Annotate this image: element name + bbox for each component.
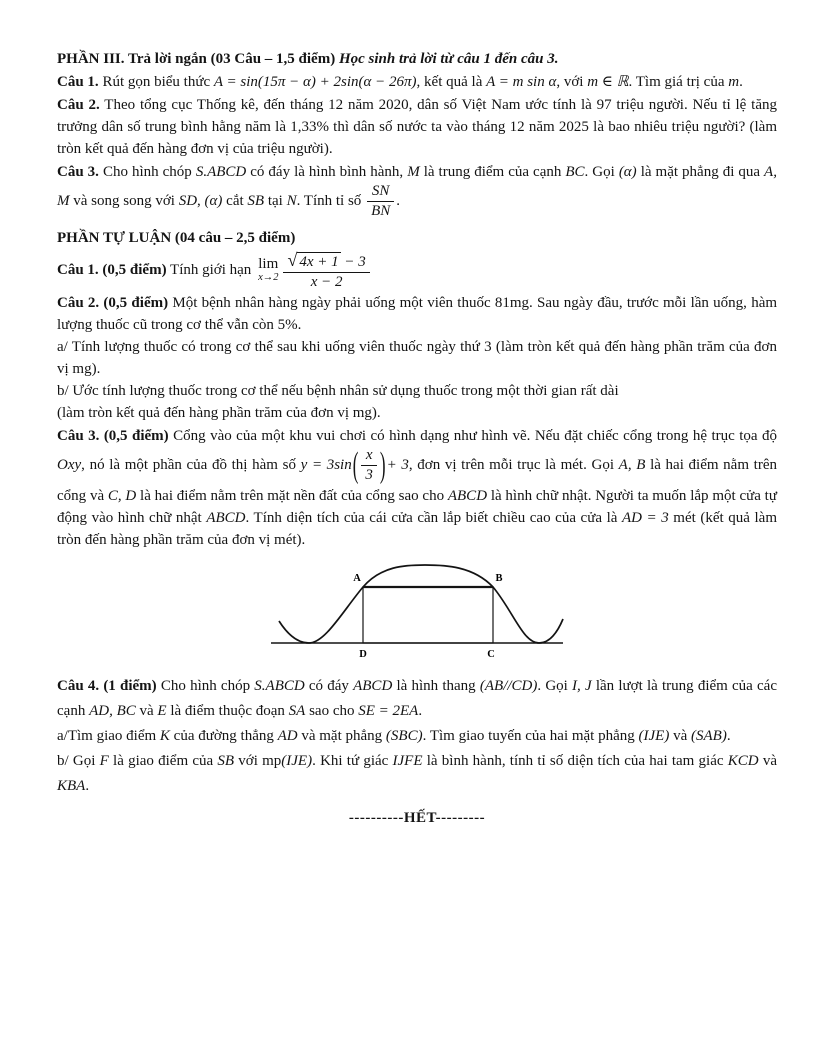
text-run: (làm tròn kết quả đến hàng phần trăm của đơn vị mg). (57, 405, 381, 421)
fraction-denominator: 3 (365, 467, 373, 484)
essay-question-2-part-b (57, 380, 777, 402)
text-run: Tính giới hạn (166, 261, 256, 278)
limit-subscript: x→2 (258, 272, 279, 283)
math-run: M (407, 164, 420, 180)
text-run: Cho hình chóp (98, 164, 196, 180)
text-run: . Tính tỉ số (296, 193, 366, 210)
text-run: . (85, 777, 90, 794)
math-run: (α) (618, 164, 637, 180)
math-run: Oxy (57, 457, 82, 474)
math-run: E (157, 702, 167, 719)
text-run: cắt (222, 193, 248, 210)
math-run: + 3 (386, 457, 409, 474)
math-run: (IJE) (638, 727, 670, 744)
q-label: Câu 3. (0,5 điểm) (57, 428, 169, 444)
text-run: của đường thẳng (169, 727, 278, 744)
text-run: là bình hành, tính tỉ số diện tích của hai tam giác (422, 752, 728, 769)
text-run: sao cho (305, 702, 359, 719)
text-run: và (135, 702, 158, 719)
fraction-numerator: SN (367, 183, 394, 202)
text-run: là hình thang (392, 677, 480, 694)
math-run: IJFE (392, 752, 423, 769)
math-run: − 3 (340, 253, 366, 270)
essay-question-4 (57, 674, 777, 799)
math-run: (SBC) (385, 727, 423, 744)
text-run: có đáy là hình bình hành, (246, 164, 408, 180)
math-run: SB (217, 752, 235, 769)
text-run: Cho hình chóp (156, 677, 255, 694)
text-run: , kết quả là (416, 74, 487, 90)
fraction-numerator: x (361, 447, 377, 466)
text-run: , nó là một phần của đồ thị hàm số (81, 457, 301, 474)
math-fraction (283, 250, 369, 292)
part3-question-1 (57, 71, 777, 93)
math-run: KCD (727, 752, 759, 769)
radical-sign: √ (287, 249, 298, 270)
part3-heading-bold: PHẦN III. Trả lời ngắn (03 Câu – 1,5 điểm) (57, 51, 339, 67)
gate-curve (279, 565, 563, 643)
q-label: Câu 1. (57, 74, 99, 90)
math-run: SB (247, 193, 265, 210)
math-run: m (728, 74, 740, 90)
text-run: b/ Gọi (57, 752, 100, 769)
math-run: K (159, 727, 170, 744)
essay-question-2-part-b-note (57, 402, 777, 424)
text-run: . Khi tứ giác (312, 752, 393, 769)
text-run: lần lượt là trung điểm của các cạnh (57, 677, 777, 719)
text-run: là mặt phẳng đi qua (636, 164, 765, 180)
text-run: và mặt phẳng (297, 727, 386, 744)
essay-question-3 (57, 425, 777, 551)
text-run: Cổng vào của một khu vui chơi có hình dạng như hình vẽ. Nếu đặt chiếc cổng trong hệ trục tọa độ (168, 428, 777, 444)
math-run: BC (565, 164, 585, 180)
text-run: mét (kết quả làm tròn đến hàng phần trăm của đơn vị mét). (57, 509, 777, 548)
text-run: b/ Ước tính lượng thuốc trong cơ thể nếu bệnh nhân sử dụng thuốc trong một thời gian rất dài (57, 383, 619, 399)
gate-figure-svg (267, 561, 567, 663)
text-run: với mp (234, 752, 282, 769)
math-run: AD (277, 727, 298, 744)
text-run: a/ Tính lượng thuốc có trong cơ thể sau khi uống viên thuốc ngày thứ 3 (làm tròn kết quả đến hàng phần trăm của đơn vị mg). (57, 339, 777, 377)
text-run: Rút gọn biểu thức (98, 74, 214, 90)
math-run: AD = 3 (621, 509, 669, 526)
q-label: Câu 2. (57, 97, 100, 113)
text-run: và (669, 727, 691, 744)
math-run: F (99, 752, 109, 769)
essay-question-1 (57, 250, 777, 292)
text-run: là hai điểm nằm trên mặt nền đất của cổng sao cho (136, 487, 448, 504)
text-run: là trung điểm của cạnh (419, 164, 566, 180)
math-run: SD (178, 193, 198, 210)
math-run: A, M (57, 164, 777, 210)
figure-label-d: D (359, 648, 367, 660)
essay-question-4-part-a (57, 724, 777, 749)
math-run: S.ABCD (195, 164, 247, 180)
text-run: , (197, 193, 205, 210)
exam-page (57, 46, 777, 829)
math-fraction (367, 183, 394, 221)
text-run: và song song với (69, 193, 179, 210)
text-run: . (396, 193, 400, 210)
limit-operator (258, 257, 278, 284)
essay-question-2-part-a (57, 336, 777, 380)
text-run: Một bệnh nhân hàng ngày phải uống một viên thuốc 81mg. Sau ngày đầu, trước mỗi lần uống, hàm lượng thuốc cũ trong cơ thể vẫn còn 5%. (57, 295, 778, 333)
math-run: N (286, 193, 297, 210)
math-run: ABCD (206, 509, 246, 526)
big-paren-close: ) (379, 444, 386, 485)
text-run: . Tính diện tích của cái cửa cần lắp biết chiều cao của cửa là (245, 509, 622, 526)
math-run: C, D (107, 487, 137, 504)
text-run: tại (264, 193, 287, 210)
text-run: Theo tổng cục Thống kê, đến tháng 12 năm 2020, dân số Việt Nam ước tính là 97 triệu người. Nếu tỉ lệ tăng trưởng dân số trung bình hằng năm là 1,33% thì dân số nước ta vào tháng 12 năm 2025 là bao nhiêu triệu người? (làm tròn kết quả đến hàng đơn vị của triệu người). (57, 97, 777, 157)
q-label: Câu 3. (57, 164, 99, 180)
figure-label-b: B (495, 572, 503, 584)
text-run: . (726, 727, 731, 744)
math-run: KBA (57, 777, 86, 794)
math-run: SE = 2EA (358, 702, 419, 719)
text-run: . Gọi (584, 164, 619, 180)
fraction-denominator: x − 2 (310, 273, 343, 290)
big-paren-open: ( (352, 444, 359, 485)
part3-heading-italic: Học sinh trả lời từ câu 1 đến câu 3. (338, 51, 559, 67)
fraction-numerator (283, 250, 369, 273)
text-run: . (739, 74, 743, 90)
math-run: A = m sin α (486, 74, 557, 90)
text-run: a/Tìm giao điểm (57, 727, 160, 744)
math-run: I, J (572, 677, 592, 694)
gate-figure (57, 561, 777, 670)
math-run: (SAB) (691, 727, 727, 744)
math-run: (α) (204, 193, 223, 210)
text-run: . Gọi (537, 677, 573, 694)
math-run: AD, BC (89, 702, 136, 719)
math-fraction (361, 447, 377, 485)
math-run: ABCD (353, 677, 393, 694)
part3-question-2 (57, 94, 777, 160)
essay-question-4-intro (57, 674, 777, 724)
math-run: A, B (618, 457, 646, 474)
math-run: m ∈ ℝ (587, 74, 629, 90)
text-run: . Tìm giá trị của (628, 74, 729, 90)
text-run: . Tìm giao tuyến của hai mặt phẳng (422, 727, 639, 744)
math-run: (IJE) (281, 752, 313, 769)
q-label: Câu 2. (0,5 điểm) (57, 295, 169, 311)
text-run: là điểm thuộc đoạn (166, 702, 289, 719)
text-run: là hình chữ nhật. Người ta muốn lắp một cửa tự động vào hình chữ nhật (57, 487, 777, 526)
math-run: (AB//CD) (479, 677, 538, 694)
part3-question-3 (57, 161, 777, 221)
square-root (287, 249, 340, 270)
fraction-denominator: BN (371, 203, 391, 220)
essay-heading: PHẦN TỰ LUẬN (04 câu – 2,5 điểm) (57, 229, 296, 246)
math-run: ABCD (447, 487, 488, 504)
q-label: Câu 1. (0,5 điểm) (57, 261, 167, 278)
end-marker: ----------HẾT--------- (348, 809, 486, 826)
text-run: và (758, 752, 778, 769)
radicand: 4x + 1 (299, 253, 339, 270)
q-label: Câu 4. (1 điểm) (57, 677, 157, 694)
math-run: A = sin(15π − α) + 2sin(α − 26π) (213, 74, 417, 90)
math-run: SA (288, 702, 306, 719)
text-run: là giao điểm của (108, 752, 218, 769)
text-run: là hai điểm nằm trên cổng và (57, 457, 777, 504)
figure-label-c: C (487, 648, 495, 660)
gate-rectangle (363, 587, 493, 643)
limit-word: lim (258, 256, 279, 272)
text-run: . (418, 702, 423, 719)
math-run: S.ABCD (254, 677, 305, 694)
text-run: , đơn vị trên mỗi trục là mét. Gọi (408, 457, 619, 474)
part3-heading (57, 48, 777, 70)
text-run: , với (556, 74, 588, 90)
figure-label-a: A (353, 572, 361, 584)
math-run: y = 3sin (300, 457, 352, 474)
essay-question-2 (57, 292, 777, 336)
text-run: có đáy (304, 677, 354, 694)
essay-question-4-part-b (57, 749, 777, 799)
